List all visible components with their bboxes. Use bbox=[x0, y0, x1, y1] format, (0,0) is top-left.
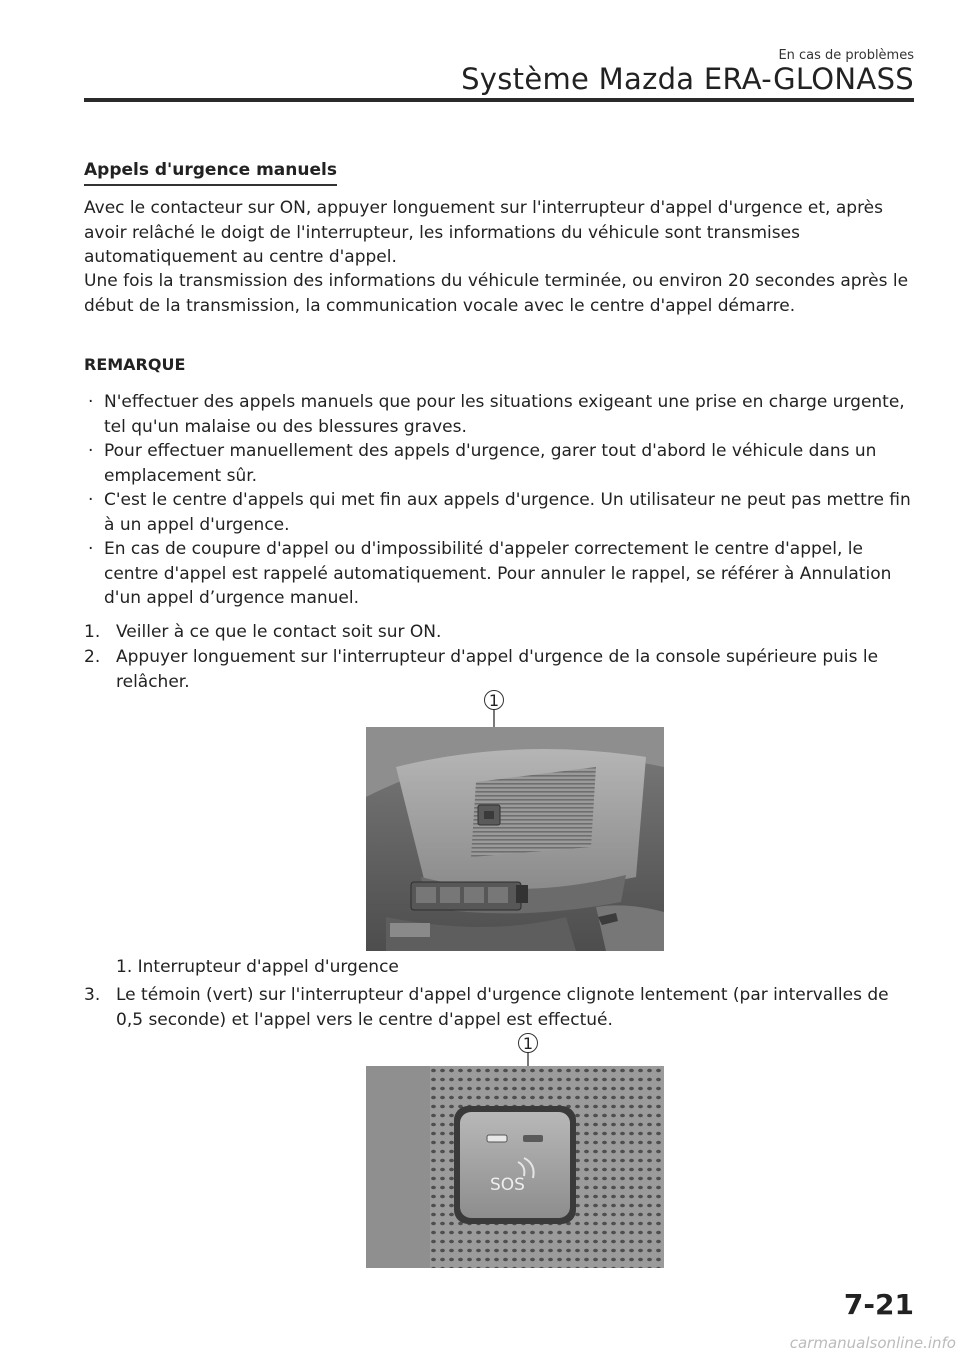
note-item: · En cas de coupure d'appel ou d'impossibilité d'appeler correctement le centre d'appel, le centre d'appel est rappelé automatiquement. Pour annuler le rappel, se référer à Annulation d'un appel d’urgence manuel. bbox=[88, 539, 892, 608]
step-number: 3. bbox=[84, 985, 101, 1005]
header-section-label: En cas de problèmes bbox=[778, 48, 914, 63]
section-heading: Appels d'urgence manuels bbox=[84, 160, 337, 186]
note-title: REMARQUE bbox=[84, 355, 186, 374]
figure1-caption: 1. Interrupteur d'appel d'urgence bbox=[116, 957, 399, 977]
overhead-console-image bbox=[366, 727, 664, 951]
note-item: · C'est le centre d'appels qui met fin aux appels d'urgence. Un utilisateur ne peut pas mettre fin à un appel d'urgence. bbox=[88, 490, 911, 535]
note-item: · N'effectuer des appels manuels que pour les situations exigeant une prise en charge urgente, tel qu'un malaise ou des blessures graves. bbox=[88, 392, 905, 437]
step-2 bbox=[84, 645, 914, 694]
step-number: 2. bbox=[84, 647, 101, 667]
step-text: Appuyer longuement sur l'interrupteur d'appel d'urgence de la console supérieure puis le relâcher. bbox=[116, 647, 879, 692]
figure1-callout: 1 bbox=[484, 690, 504, 710]
step-3 bbox=[84, 983, 914, 1032]
note-list bbox=[84, 390, 914, 611]
intro-paragraph: Avec le contacteur sur ON, appuyer longuement sur l'interrupteur d'appel d'urgence et, après avoir relâché le doigt de l'interrupteur, les informations du véhicule sont transmises automatiquement au centre d'appel. bbox=[84, 198, 883, 267]
sos-switch-image bbox=[366, 1066, 664, 1268]
intro-paragraph-2: Une fois la transmission des informations du véhicule terminée, ou environ 20 secondes après le début de la transmission, la communication vocale avec le centre d'appel démarre. bbox=[84, 271, 909, 316]
page-chapter-title: Système Mazda ERA-GLONASS bbox=[461, 62, 914, 96]
header-divider bbox=[84, 98, 914, 102]
sos-label: SOS bbox=[490, 1175, 525, 1195]
note-item: · Pour effectuer manuellement des appels d'urgence, garer tout d'abord le véhicule dans un emplacement sûr. bbox=[88, 441, 877, 486]
page-number: 7-21 bbox=[843, 1288, 914, 1321]
step-number: 1. bbox=[84, 622, 101, 642]
step-1 bbox=[84, 620, 914, 645]
step-text: Le témoin (vert) sur l'interrupteur d'appel d'urgence clignote lentement (par intervalles de 0,5 seconde) et l'appel vers le centre d'appel est effectué. bbox=[116, 985, 889, 1030]
figure2-callout: 1 bbox=[518, 1033, 538, 1053]
step-text: Veiller à ce que le contact soit sur ON. bbox=[116, 622, 442, 642]
watermark: carmanualsonline.info bbox=[789, 1334, 956, 1352]
